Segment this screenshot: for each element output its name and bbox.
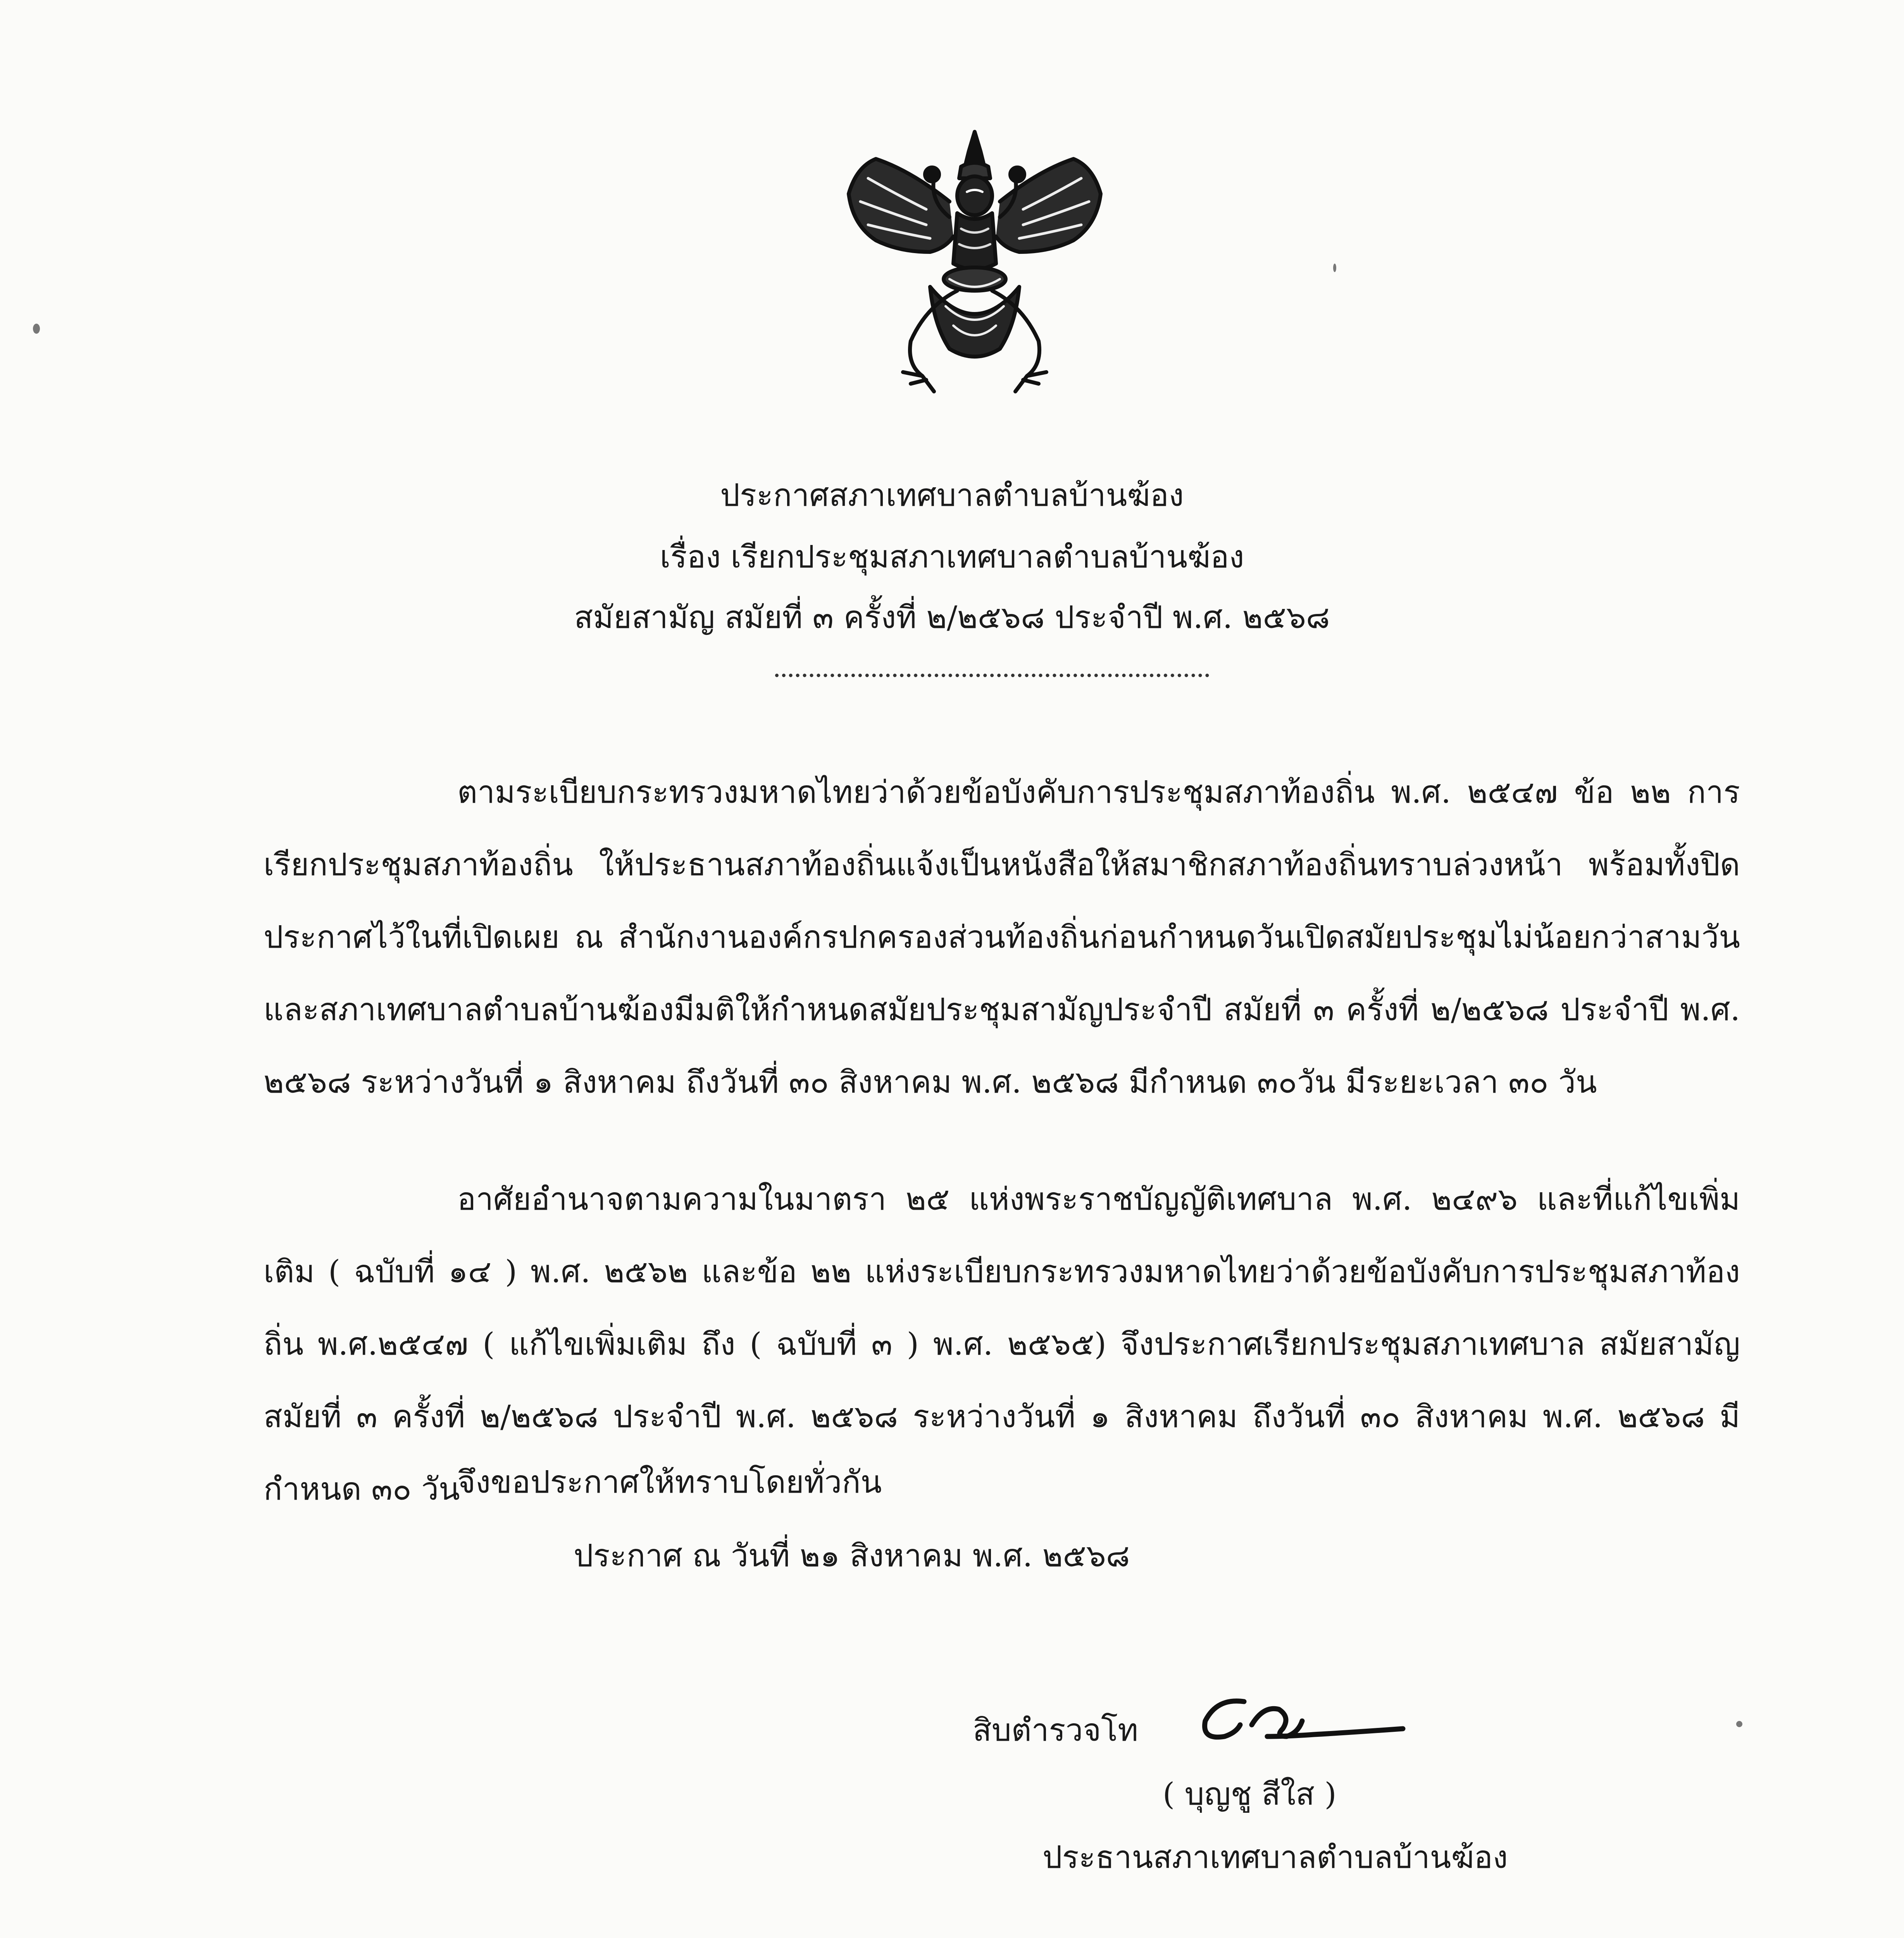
document-subject: เรื่อง เรียกประชุมสภาเทศบาลตำบลบ้านฆ้อง <box>660 539 1244 575</box>
body-paragraph-1: ตามระเบียบกระทรวงมหาดไทยว่าด้วยข้อบังคับการประชุมสภาท้องถิ่น พ.ศ. ๒๕๔๗ ข้อ ๒๒ การเรียกประชุมสภาท้องถิ่น ให้ประธานสภาท้องถิ่นแจ้งเป็นหนังสือให้สมาชิกสภาท้องถิ่นทราบล่วงหน้า พร้อมทั้งปิดประกาศไว้ในที่เปิดเผย ณ สำนักงานองค์กรปกครองส่วนท้องถิ่นก่อนกำหนดวันเปิดสมัยประชุมไม่น้อยกว่าสามวัน และสภาเทศบาลตำบลบ้านฆ้องมีมติให้กำหนดสมัยประชุมสามัญประจำปี สมัยที่ ๓ ครั้งที่ ๒/๒๕๖๘ ประจำปี พ.ศ. ๒๕๖๘ ระหว่างวันที่ ๑ สิงหาคม ถึงวันที่ ๓๐ สิงหาคม พ.ศ. ๒๕๖๘ มีกำหนด ๓๐วัน มีระยะเวลา ๓๐ วัน <box>264 774 1740 1100</box>
document-session: สมัยสามัญ สมัยที่ ๓ ครั้งที่ ๒/๒๕๖๘ ประจำปี พ.ศ. ๒๕๖๘ <box>574 599 1330 635</box>
garuda-emblem-icon <box>833 124 1116 399</box>
signer-rank: สิบตำรวจโท <box>973 1712 1138 1748</box>
handwritten-signature-icon <box>1186 1678 1418 1764</box>
signer-name: ( บุญชู สีใส ) <box>1163 1776 1337 1812</box>
announcement-date: ประกาศ ณ วันที่ ๒๑ สิงหาคม พ.ศ. ๒๕๖๘ <box>574 1538 1130 1574</box>
dotted-divider <box>775 674 1209 677</box>
body-paragraph-2: อาศัยอำนาจตามความในมาตรา ๒๕ แห่งพระราชบัญญัติเทศบาล พ.ศ. ๒๔๙๖ และที่แก้ไขเพิ่มเติม ( ฉบับที่ ๑๔ ) พ.ศ. ๒๕๖๒ และข้อ ๒๒ แห่งระเบียบกระทรวงมหาดไทยว่าด้วยข้อบังคับการประชุมสภาท้องถิ่น พ.ศ.๒๕๔๗ ( แก้ไขเพิ่มเติม ถึง ( ฉบับที่ ๓ ) พ.ศ. ๒๕๖๕) จึงประกาศเรียกประชุมสภาเทศบาล สมัยสามัญ สมัยที่ ๓ ครั้งที่ ๒/๒๕๖๘ ประจำปี พ.ศ. ๒๕๖๘ ระหว่างวันที่ ๑ สิงหาคม ถึงวันที่ ๓๐ สิงหาคม พ.ศ. ๒๕๖๘ มีกำหนด ๓๐ วัน <box>264 1181 1740 1507</box>
paper-speck <box>1333 264 1336 272</box>
paper-speck <box>33 324 40 334</box>
signer-position: ประธานสภาเทศบาลตำบลบ้านฆ้อง <box>1042 1839 1508 1875</box>
paper-speck <box>1736 1721 1742 1727</box>
closing-statement: จึงขอประกาศให้ทราบโดยทั่วกัน <box>457 1464 882 1500</box>
document-title: ประกาศสภาเทศบาลตำบลบ้านฆ้อง <box>720 477 1184 513</box>
